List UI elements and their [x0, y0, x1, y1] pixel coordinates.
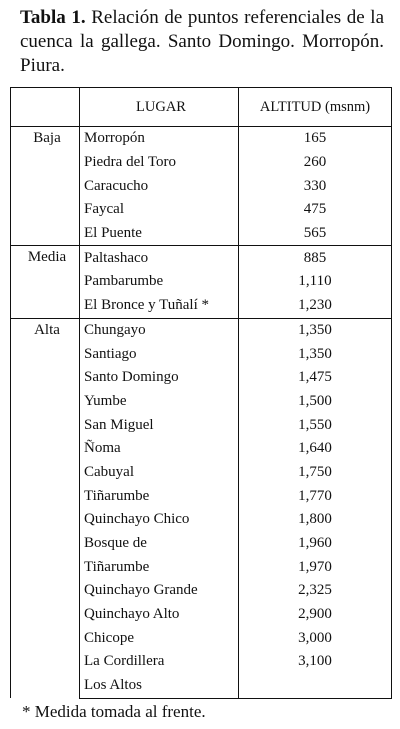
place-cell: Tiñarumbe	[80, 555, 239, 579]
place-cell: Santiago	[80, 342, 239, 366]
altitude-cell: 1,770	[239, 484, 392, 508]
altitude-cell: 1,640	[239, 437, 392, 461]
altitude-cell: 1,350	[239, 318, 392, 342]
altitude-cell: 2,900	[239, 603, 392, 627]
place-cell: San Miguel	[80, 413, 239, 437]
place-cell: Tiñarumbe	[80, 484, 239, 508]
altitude-cell: 1,500	[239, 390, 392, 414]
zone-cell: Media	[11, 246, 80, 318]
place-cell: Bosque de	[80, 532, 239, 556]
place-cell: Santo Domingo	[80, 366, 239, 390]
place-cell: Yumbe	[80, 390, 239, 414]
place-cell: Quinchayo Alto	[80, 603, 239, 627]
altitude-cell: 1,110	[239, 270, 392, 294]
altitude-cell: 3,100	[239, 650, 392, 674]
altitude-cell: 475	[239, 198, 392, 222]
header-zone	[11, 88, 80, 127]
place-cell: Chicope	[80, 626, 239, 650]
footnote: * Medida tomada al frente.	[22, 702, 206, 721]
place-cell: Los Altos	[80, 674, 239, 698]
table-row	[11, 318, 392, 342]
place-cell: Caracucho	[80, 174, 239, 198]
caption-text: Relación de puntos referenciales de la cuenca la gallega. Santo Domingo. Morropón. Piura.	[20, 7, 384, 76]
header-altitude: ALTITUD (msnm)	[239, 88, 392, 127]
place-cell: El Puente	[80, 222, 239, 246]
altitude-cell: 885	[239, 246, 392, 270]
altitude-cell: 165	[239, 127, 392, 151]
place-cell: Morropón	[80, 127, 239, 151]
place-cell: Paltashaco	[80, 246, 239, 270]
altitude-cell: 565	[239, 222, 392, 246]
caption-label: Tabla 1.	[20, 7, 86, 28]
altitude-cell: 3,000	[239, 626, 392, 650]
table-row	[11, 127, 392, 151]
table-header-row	[11, 88, 392, 127]
place-cell: Pambarumbe	[80, 270, 239, 294]
altitude-cell: 1,350	[239, 342, 392, 366]
header-place: LUGAR	[80, 88, 239, 127]
place-cell: Chungayo	[80, 318, 239, 342]
altitude-cell: 330	[239, 174, 392, 198]
altitude-cell: 2,325	[239, 579, 392, 603]
place-cell: El Bronce y Tuñalí *	[80, 294, 239, 318]
altitude-cell: 1,750	[239, 461, 392, 485]
zone-cell: Alta	[11, 318, 80, 698]
table-body	[11, 127, 392, 699]
altitude-table	[10, 87, 392, 699]
place-cell: La Cordillera	[80, 650, 239, 674]
altitude-cell: 1,800	[239, 508, 392, 532]
table-row	[11, 246, 392, 270]
altitude-cell: 1,550	[239, 413, 392, 437]
place-cell: Piedra del Toro	[80, 151, 239, 175]
altitude-cell: 1,970	[239, 555, 392, 579]
place-cell: Quinchayo Grande	[80, 579, 239, 603]
altitude-cell: 1,960	[239, 532, 392, 556]
altitude-cell: 260	[239, 151, 392, 175]
zone-cell: Baja	[11, 127, 80, 246]
altitude-cell	[239, 674, 392, 698]
place-cell: Cabuyal	[80, 461, 239, 485]
altitude-cell: 1,475	[239, 366, 392, 390]
place-cell: Ñoma	[80, 437, 239, 461]
place-cell: Faycal	[80, 198, 239, 222]
altitude-cell: 1,230	[239, 294, 392, 318]
place-cell: Quinchayo Chico	[80, 508, 239, 532]
table-caption	[20, 6, 384, 78]
